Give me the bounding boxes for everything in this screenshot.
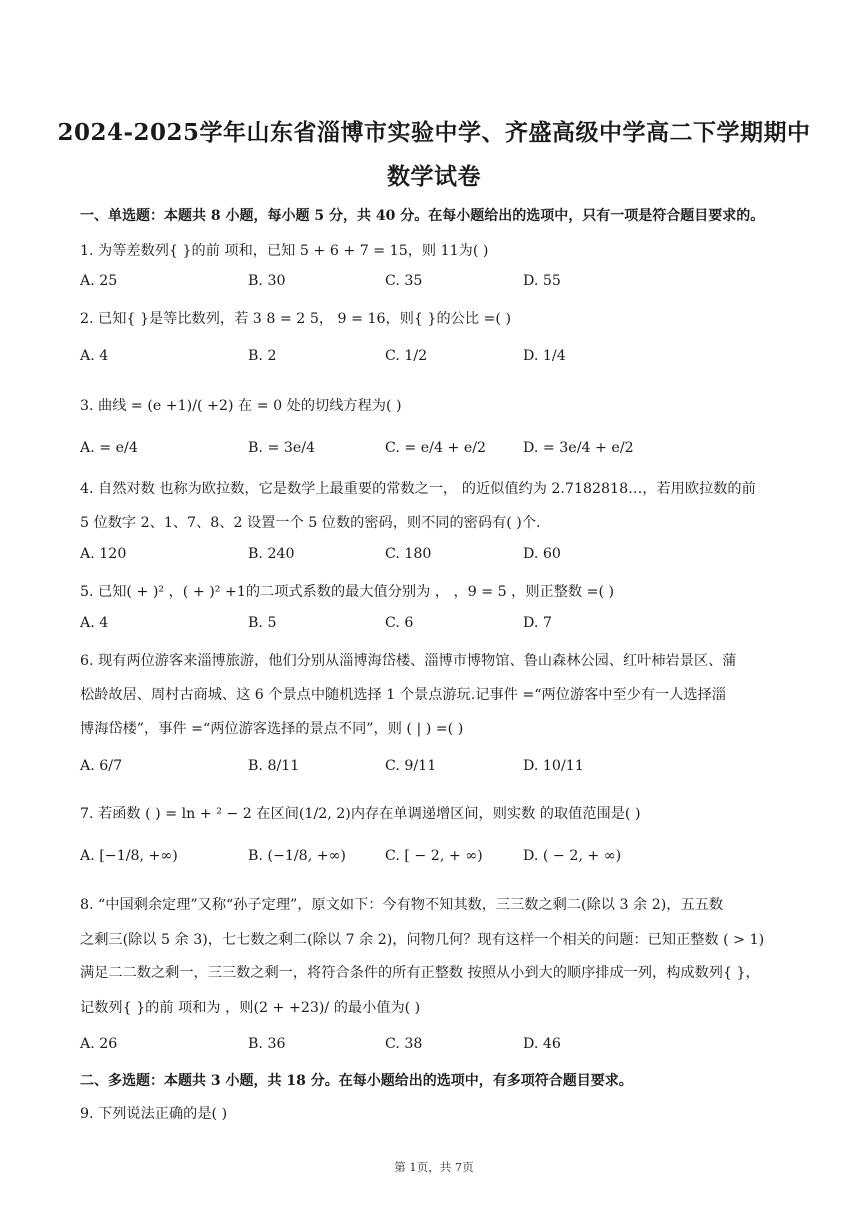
question-1-option-b: B. 30 (248, 273, 286, 289)
question-8-option-b: B. 36 (248, 1036, 286, 1052)
question-8-stem-line-2: 之剩三(除以 5 余 3)，七七数之剩二(除以 7 余 2)，问物几何？现有这样一个相关的问题：已知正整数 ( > 1) (80, 932, 765, 948)
question-6-stem-line-2: 松龄故居、周村古商城、这 6 个景点中随机选择 1 个景点游玩.记事件 =“两位游客中至少有一人选择淄 (80, 687, 726, 703)
question-7-stem: 7. 若函数 ( ) = ln + ² − 2 在区间(1/2, 2)内存在单调递增区间，则实数 的取值范围是( ) (80, 806, 641, 822)
question-3-option-c: C. = e/4 + e/2 (385, 440, 487, 456)
question-1-stem: 1. 为等差数列{ }的前 项和，已知 5 + 6 + 7 = 15，则 11为( ) (80, 243, 489, 259)
exam-title-line-2: 数学试卷 (387, 163, 481, 190)
section-2-heading: 二、多选题：本题共 3 小题，共 18 分。在每小题给出的选项中，有多项符合题目要求。 (80, 1073, 633, 1089)
question-5-option-c: C. 6 (385, 615, 414, 631)
question-4-option-d: D. 60 (523, 546, 561, 562)
question-6-option-d: D. 10/11 (523, 758, 584, 774)
question-4-option-b: B. 240 (248, 546, 295, 562)
question-1-option-a: A. 25 (80, 273, 118, 289)
question-5-option-d: D. 7 (523, 615, 552, 631)
question-5-stem: 5. 已知( + )² ，( + )² +1的二项式系数的最大值分别为 ， ，9 = 5 ，则正整数 =( ) (80, 584, 615, 600)
question-5-options (80, 615, 800, 635)
question-5-option-b: B. 5 (248, 615, 277, 631)
question-2-option-d: D. 1/4 (523, 348, 566, 364)
question-2-option-b: B. 2 (248, 348, 277, 364)
question-7-option-c: C. [ − 2, + ∞) (385, 848, 483, 864)
question-4-options (80, 546, 800, 566)
question-8-stem-line-3: 满足二二数之剩一，三三数之剩一，将符合条件的所有正整数 按照从小到大的顺序排成一列，构成数列{ }， (80, 965, 760, 981)
question-8-options (80, 1036, 800, 1056)
exam-title-line-1: 2024-2025学年山东省淄博市实验中学、齐盛高级中学高二下学期期中 (57, 119, 811, 146)
question-6-options (80, 758, 800, 778)
question-8-stem-line-4: 记数列{ }的前 项和为 ，则(2 + +23)/ 的最小值为( ) (80, 1000, 421, 1016)
question-6-stem-line-1: 6. 现有两位游客来淄博旅游，他们分别从淄博海岱楼、淄博市博物馆、鲁山森林公园、红叶柿岩景区、蒲 (80, 653, 737, 669)
question-8-stem-line-1: 8. “中国剩余定理”又称“孙子定理”，原文如下：今有物不知其数，三三数之剩二(除以 3 余 2)，五五数 (80, 897, 724, 913)
question-9-stem: 9. 下列说法正确的是( ) (80, 1106, 228, 1122)
question-7-option-d: D. ( − 2, + ∞) (523, 848, 622, 864)
question-3-stem: 3. 曲线 = (e +1)/( +2) 在 = 0 处的切线方程为( ) (80, 398, 402, 414)
question-6-option-c: C. 9/11 (385, 758, 437, 774)
question-2-option-c: C. 1/2 (385, 348, 428, 364)
question-3-option-b: B. = 3e/4 (248, 440, 316, 456)
question-4-option-a: A. 120 (80, 546, 127, 562)
question-4-stem-line-1: 4. 自然对数 也称为欧拉数，它是数学上最重要的常数之一， 的近似值约为 2.7182818…，若用欧拉数的前 (80, 481, 756, 497)
question-8-option-a: A. 26 (80, 1036, 118, 1052)
question-6-option-b: B. 8/11 (248, 758, 300, 774)
question-6-option-a: A. 6/7 (80, 758, 123, 774)
question-5-option-a: A. 4 (80, 615, 109, 631)
question-6-stem-line-3: 博海岱楼”，事件 =“两位游客选择的景点不同”，则 ( | ) =( ) (80, 721, 464, 737)
question-3-options (80, 440, 800, 460)
section-1-heading: 一、单选题：本题共 8 小题，每小题 5 分，共 40 分。在每小题给出的选项中，只有一项是符合题目要求的。 (80, 208, 765, 224)
question-4-stem-line-2: 5 位数字 2、1、7、8、2 设置一个 5 位数的密码，则不同的密码有( )个. (80, 515, 541, 531)
question-8-option-d: D. 46 (523, 1036, 561, 1052)
question-1-option-c: C. 35 (385, 273, 423, 289)
question-7-option-a: A. [−1/8, +∞) (80, 848, 178, 864)
question-7-option-b: B. (−1/8, +∞) (248, 848, 346, 864)
question-1-options (80, 273, 800, 293)
page-footer: 第 1页，共 7页 (394, 1160, 474, 1174)
question-8-option-c: C. 38 (385, 1036, 423, 1052)
question-2-option-a: A. 4 (80, 348, 109, 364)
question-4-option-c: C. 180 (385, 546, 432, 562)
question-2-options (80, 348, 800, 368)
question-1-option-d: D. 55 (523, 273, 561, 289)
question-2-stem: 2. 已知{ }是等比数列，若 3 8 = 2 5， 9 = 16，则{ }的公比 =( ) (80, 311, 512, 327)
question-3-option-d: D. = 3e/4 + e/2 (523, 440, 634, 456)
question-7-options (80, 848, 800, 868)
question-3-option-a: A. = e/4 (80, 440, 138, 456)
